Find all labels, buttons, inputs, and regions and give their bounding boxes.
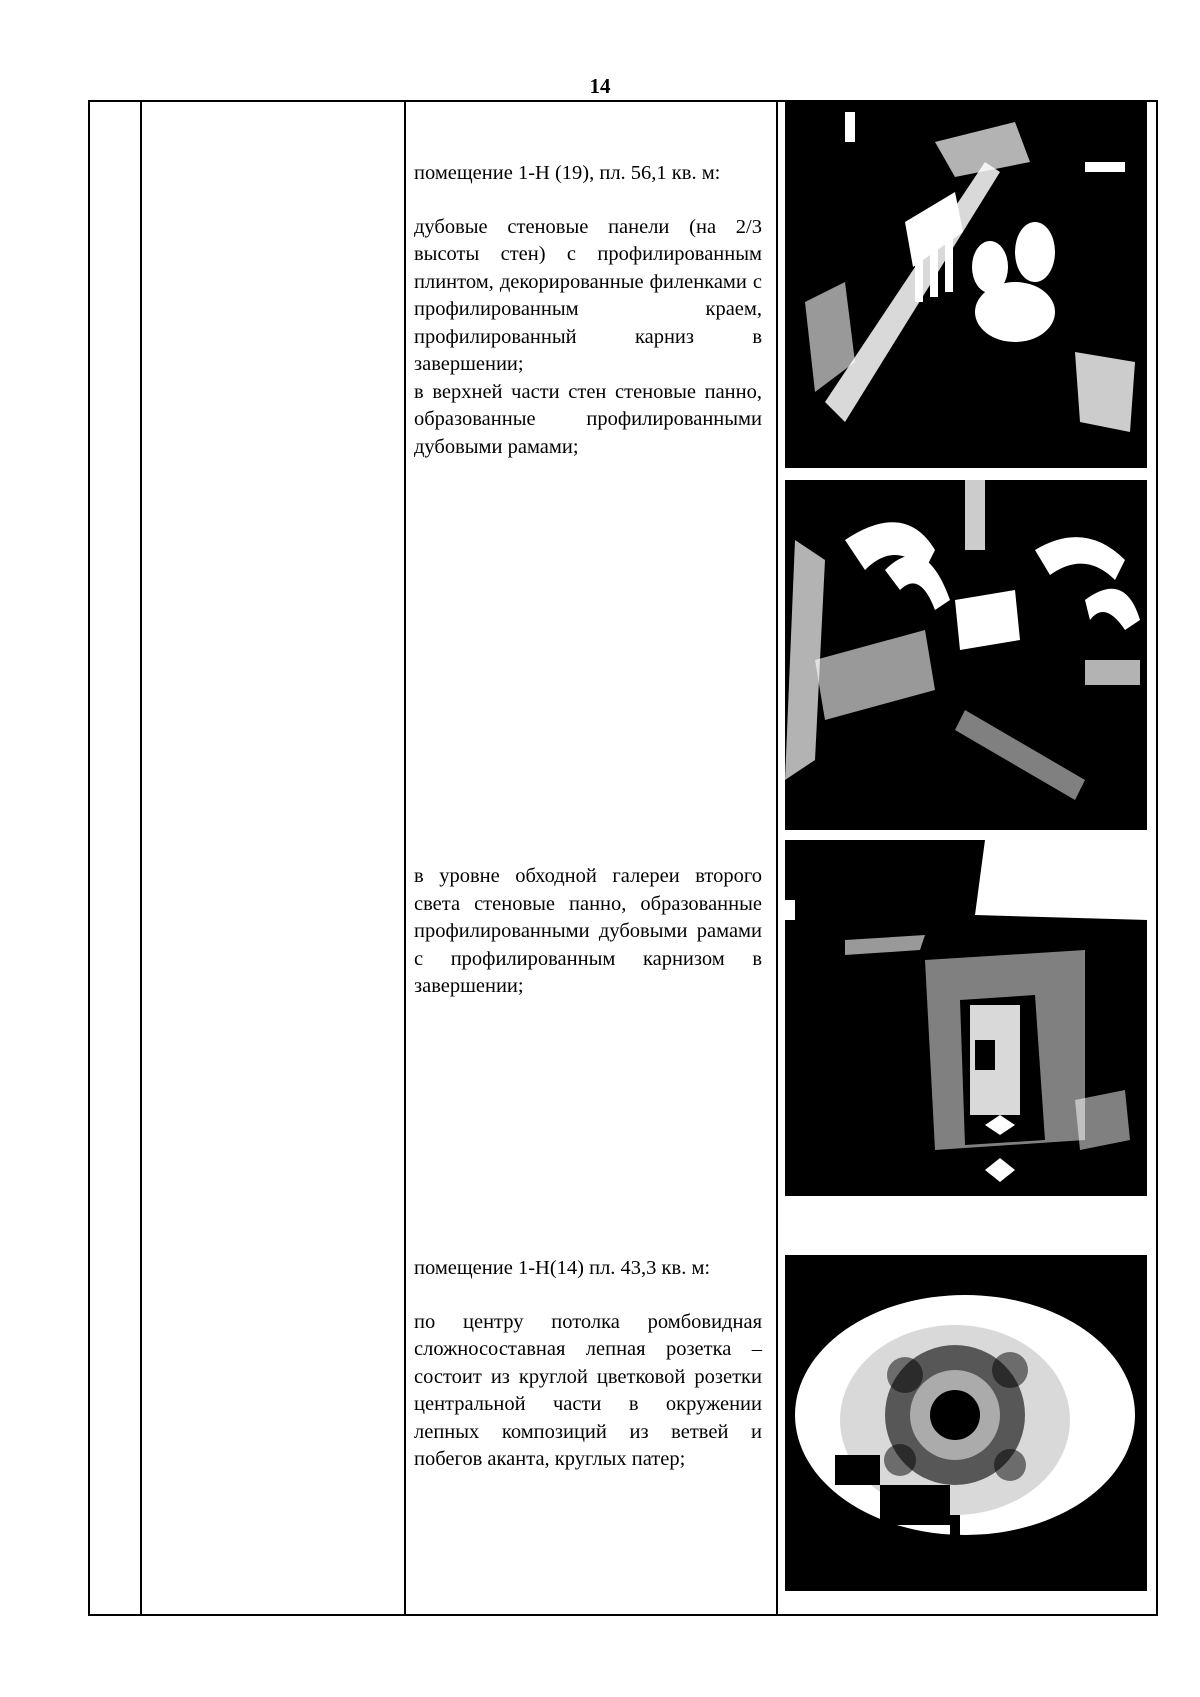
section-room-14 — [414, 1255, 762, 1474]
interior-photo — [785, 480, 1147, 830]
table-column-divider — [404, 102, 406, 1614]
room-heading: помещение 1-Н(14) пл. 43,3 кв. м: — [414, 1257, 711, 1279]
description-paragraph: в верхней части стен стеновые панно, образованные профилированными дубовыми рамами; — [414, 380, 762, 458]
room-heading: помещение 1-Н (19), пл. 56,1 кв. м: — [414, 162, 721, 184]
section-room-19 — [414, 160, 762, 461]
interior-photo — [785, 840, 1147, 1196]
table-column-divider — [140, 102, 142, 1614]
page-number: 14 — [589, 74, 611, 98]
description-paragraph: по центру потолка ромбовидная сложносоставная лепная розетка – состоит из круглой цветковой розетки центральной части в окружении лепных композиций из ветвей и побегов аканта, круглых патер; — [414, 1310, 762, 1470]
section-gallery — [414, 863, 762, 1001]
table-column-divider — [776, 102, 778, 1614]
interior-photo — [785, 102, 1147, 468]
ceiling-rosette-photo — [785, 1255, 1147, 1591]
description-paragraph: в уровне обходной галереи второго света стеновые панно, образованные профилированными дубовыми рамами с профилированным карнизом в завершении; — [414, 865, 762, 997]
description-paragraph: дубовые стеновые панели (на 2/3 высоты стен) с профилированным плинтом, декорированные филенками с профилированным краем, профилированный карниз в завершении; — [414, 215, 762, 375]
